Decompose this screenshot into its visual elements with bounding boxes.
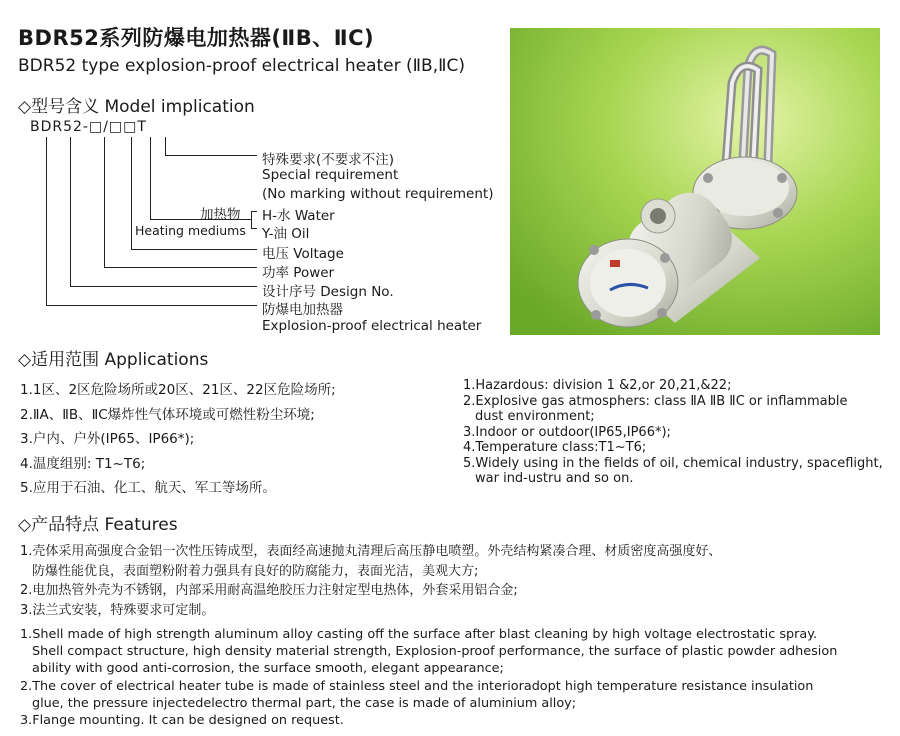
page-title-cn: BDR52系列防爆电加热器(ⅡB、ⅡC): [18, 26, 375, 50]
label-water: H-水 Water: [262, 208, 335, 224]
list-item: 2.ⅡA、ⅡB、ⅡC爆炸性气体环境或可燃性粉尘环境;: [20, 406, 315, 423]
list-item: 3.Indoor or outdoor(IP65,IP66*);: [463, 424, 671, 440]
features-list-cn: [20, 542, 721, 620]
model-code: BDR52-□/□□T: [30, 119, 147, 135]
applications-list-en: [463, 378, 883, 487]
product-photo: [510, 28, 880, 335]
label-heater-en: Explosion-proof electrical heater: [262, 318, 482, 334]
list-item: 3.法兰式安装，特殊要求可定制。: [20, 602, 215, 618]
applications-list-cn: [20, 378, 336, 501]
label-design: 设计序号 Design No.: [262, 284, 394, 300]
list-item: war ind-ustru and so on.: [475, 471, 634, 486]
list-item: 1.Hazardous: division 1 &2,or 20,21,&22;: [463, 378, 732, 393]
features-heading: ◇产品特点 Features: [18, 515, 178, 535]
list-item: 2.电加热管外壳为不锈钢，内部采用耐高温绝胶压力注射定型电热体，外套采用铝合金;: [20, 583, 518, 598]
list-item: dust environment;: [475, 409, 595, 424]
list-item: 5.Widely using in the fields of oil, chemical industry, spaceflight,: [463, 455, 883, 471]
list-item: 3.Flange mounting. It can be designed on request.: [20, 713, 344, 729]
label-heating-en: Heating mediums: [135, 223, 246, 238]
list-item: glue, the pressure injectedelectro thermal part, the case is made of aluminium alloy;: [32, 695, 577, 711]
label-special-en: Special requirement: [262, 167, 399, 183]
list-item: 防爆性能优良，表面塑粉附着力强具有良好的防腐能力，表面光洁，美观大方;: [32, 563, 479, 579]
label-heater-cn: 防爆电加热器: [262, 302, 343, 318]
list-item: 2.Explosive gas atmosphers: class ⅡA ⅡB ⅡC or inflammable: [463, 393, 848, 409]
applications-heading: ◇适用范围 Applications: [18, 350, 209, 370]
list-item: 1.1区、2区危险场所或20区、21区、22区危险场所;: [20, 382, 336, 398]
label-special-note: (No marking without requirement): [262, 186, 494, 202]
label-heating-cn: 加热物: [200, 207, 241, 223]
model-heading: ◇型号含义 Model implication: [18, 97, 255, 117]
list-item: 1.Shell made of high strength aluminum alloy casting off the surface after blast cleaning by high voltage electrostatic spray.: [20, 627, 818, 642]
list-item: 3.户内、户外(IP65、IP66*);: [20, 431, 195, 447]
page-title-en: BDR52 type explosion-proof electrical heater (ⅡB,ⅡC): [18, 56, 465, 76]
list-item: Shell compact structure, high density material strength, Explosion-proof performance, the surface of plastic powder adhesion: [32, 644, 838, 660]
label-oil: Y-油 Oil: [262, 226, 310, 242]
label-special-cn: 特殊要求(不要求不注): [262, 152, 395, 168]
list-item: 2.The cover of electrical heater tube is made of stainless steel and the interioradopt high temperature resistance insulation: [20, 678, 814, 694]
label-voltage: 电压 Voltage: [262, 246, 344, 262]
list-item: 1.壳体采用高强度合金铝一次性压铸成型，表面经高速抛丸清理后高压静电喷塑。外壳结构紧凑合理、材质密度高强度好、: [20, 544, 722, 559]
list-item: 5.应用于石油、化工、航天、军工等场所。: [20, 480, 276, 496]
list-item: 4.温度组别: T1~T6;: [20, 455, 146, 472]
heater-illustration: [510, 28, 880, 335]
features-list-en: [20, 626, 837, 729]
list-item: 4.Temperature class:T1~T6;: [463, 440, 647, 455]
label-power: 功率 Power: [262, 265, 335, 281]
list-item: ability with good anti-corrosion, the surface smooth, elegant appearance;: [32, 661, 504, 677]
